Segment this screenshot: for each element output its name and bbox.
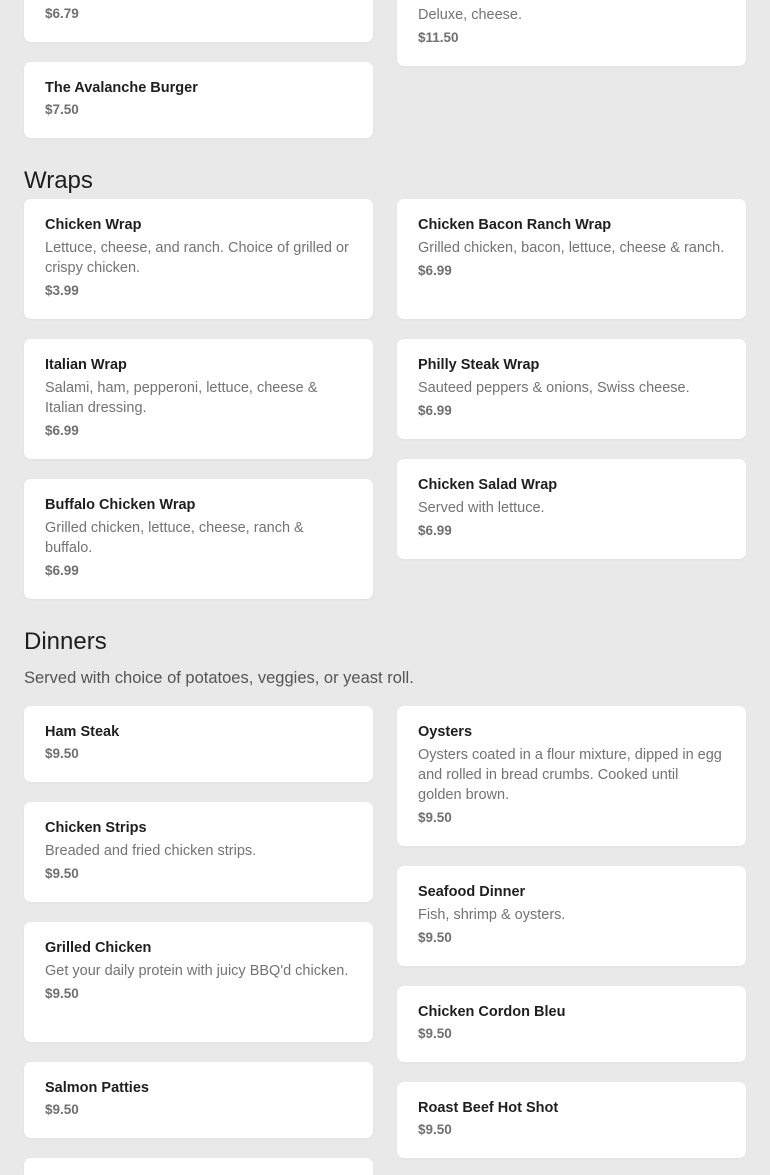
- item-price: $6.99: [418, 263, 452, 278]
- item-price: $6.99: [418, 403, 452, 418]
- item-name: Philly Steak Wrap: [418, 357, 540, 373]
- menu-item-card[interactable]: [24, 922, 373, 1042]
- item-name: Salmon Patties: [45, 1080, 149, 1096]
- menu-item-card[interactable]: [397, 0, 746, 66]
- item-price: $3.99: [45, 283, 79, 298]
- menu-item-card[interactable]: [397, 459, 746, 559]
- item-description: Get your daily protein with juicy BBQ'd chicken.: [45, 963, 349, 979]
- item-description: Grilled chicken, bacon, lettuce, cheese & ranch.: [418, 240, 725, 256]
- item-name: Chicken Cordon Bleu: [418, 1004, 566, 1020]
- item-description: Grilled chicken, lettuce, cheese, ranch & buffalo.: [45, 520, 304, 556]
- item-price: $9.50: [45, 746, 79, 761]
- item-price: $11.50: [418, 30, 459, 45]
- item-name: Grilled Chicken: [45, 940, 152, 956]
- item-price: $9.50: [418, 1122, 452, 1137]
- section-subtitle: Served with choice of potatoes, veggies, or yeast roll.: [24, 669, 414, 687]
- menu-item-card[interactable]: [24, 802, 373, 902]
- menu-item-card[interactable]: [24, 1062, 373, 1138]
- item-price: $6.79: [45, 6, 79, 21]
- item-name: Chicken Bacon Ranch Wrap: [418, 217, 612, 233]
- menu-item-card[interactable]: [24, 62, 373, 138]
- item-name: Buffalo Chicken Wrap: [45, 497, 196, 513]
- item-price: $9.50: [418, 930, 452, 945]
- item-description: Breaded and fried chicken strips.: [45, 843, 257, 859]
- menu-item-card[interactable]: [24, 479, 373, 599]
- menu-item-card[interactable]: [397, 986, 746, 1062]
- section-title-wraps: Wraps: [24, 167, 93, 194]
- item-description: Deluxe, cheese.: [418, 7, 522, 23]
- item-price: $9.50: [45, 1102, 79, 1117]
- menu-item-card[interactable]: [397, 199, 746, 319]
- item-price: $6.99: [45, 563, 79, 578]
- item-price: $9.50: [418, 1026, 452, 1041]
- item-price: $6.99: [418, 523, 452, 538]
- menu-item-card[interactable]: [397, 706, 746, 846]
- item-name: Seafood Dinner: [418, 884, 526, 900]
- menu-item-card[interactable]: [24, 0, 373, 42]
- menu-item-card[interactable]: [397, 866, 746, 966]
- menu-item-card[interactable]: [24, 1158, 373, 1175]
- item-description: Fish, shrimp & oysters.: [418, 907, 566, 923]
- item-name: Chicken Strips: [45, 820, 147, 836]
- item-name: The Avalanche Burger: [45, 80, 198, 96]
- item-price: $7.50: [45, 102, 79, 117]
- item-description: Salami, ham, pepperoni, lettuce, cheese & Italian dressing.: [45, 380, 318, 416]
- menu-item-card[interactable]: [397, 339, 746, 439]
- item-name: Oysters: [418, 724, 473, 740]
- item-description: Served with lettuce.: [418, 500, 545, 516]
- menu-item-card[interactable]: [24, 339, 373, 459]
- item-description: Sauteed peppers & onions, Swiss cheese.: [418, 380, 690, 396]
- item-name: Chicken Salad Wrap: [418, 477, 558, 493]
- item-name: Italian Wrap: [45, 357, 127, 373]
- menu-item-card[interactable]: [397, 1082, 746, 1158]
- menu-item-card[interactable]: [24, 199, 373, 319]
- item-name: Ham Steak: [45, 724, 120, 740]
- item-name: Chicken Wrap: [45, 217, 142, 233]
- item-price: $6.99: [45, 423, 79, 438]
- section-title-dinners: Dinners: [24, 628, 107, 655]
- item-price: $9.50: [45, 986, 79, 1001]
- item-price: $9.50: [45, 866, 79, 881]
- item-description: Oysters coated in a flour mixture, dipped in egg and rolled in bread crumbs. Cooked until golden brown.: [418, 747, 722, 803]
- item-name: Roast Beef Hot Shot: [418, 1100, 559, 1116]
- item-price: $9.50: [418, 810, 452, 825]
- menu-item-card[interactable]: [24, 706, 373, 782]
- item-description: Lettuce, cheese, and ranch. Choice of grilled or crispy chicken.: [45, 240, 349, 276]
